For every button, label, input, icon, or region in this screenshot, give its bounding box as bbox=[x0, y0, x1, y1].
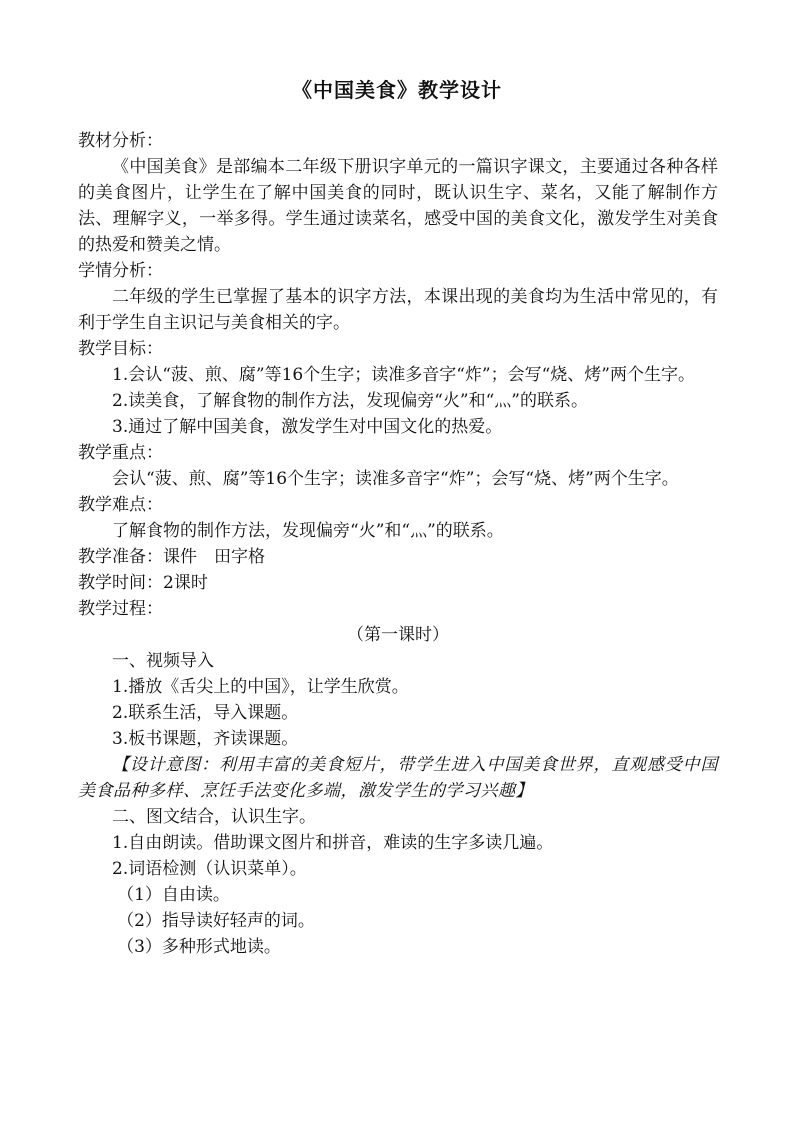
student-paragraph: 二年级的学生已掌握了基本的识字方法，本课出现的美食均为生活中常见的，有利于学生自主识记与美食相关的字。 bbox=[78, 287, 718, 333]
document-title: 《中国美食》教学设计 bbox=[292, 78, 502, 102]
part1-item: 3.板书课题，齐读课题。 bbox=[112, 729, 299, 749]
part1-item: 2.联系生活，导入课题。 bbox=[112, 703, 299, 723]
part1-heading: 一、视频导入 bbox=[112, 651, 214, 671]
goal-item: 2.读美食，了解食物的制作方法，发现偏旁“火”和“灬”的联系。 bbox=[112, 391, 588, 411]
part2-subitem: （3）多种形式地读。 bbox=[117, 937, 281, 957]
process-heading: 教学过程： bbox=[78, 599, 163, 619]
key-heading: 教学重点： bbox=[78, 443, 163, 463]
prep-line: 教学准备：课件 田字格 bbox=[78, 547, 265, 567]
time-line: 教学时间：2课时 bbox=[78, 573, 208, 593]
goals-heading: 教学目标： bbox=[78, 339, 163, 359]
design-note: 【设计意图：利用丰富的美食短片，带学生进入中国美食世界，直观感受中国美食品种多样、烹饪手法变化多端，激发学生的学习兴趣】 bbox=[78, 755, 718, 801]
lesson-label: （第一课时） bbox=[347, 625, 449, 645]
difficulty-heading: 教学难点： bbox=[78, 495, 163, 515]
part2-heading: 二、图文结合，认识生字。 bbox=[112, 807, 316, 827]
goal-item: 1.会认“菠、煎、腐”等16个生字；读准多音字“炸”；会写“烧、烤”两个生字。 bbox=[112, 365, 695, 385]
material-heading: 教材分析： bbox=[78, 131, 163, 151]
key-paragraph: 会认“菠、煎、腐”等16个生字；读准多音字“炸”；会写“烧、烤”两个生字。 bbox=[112, 469, 679, 489]
part2-item: 2.词语检测（认识菜单）。 bbox=[112, 859, 307, 879]
student-heading: 学情分析： bbox=[78, 261, 163, 281]
part1-item: 1.播放《舌尖上的中国》，让学生欣赏。 bbox=[112, 677, 409, 697]
part2-subitem: （2）指导读好轻声的词。 bbox=[117, 911, 315, 931]
material-paragraph: 《中国美食》是部编本二年级下册识字单元的一篇识字课文，主要通过各种各样的美食图片，让学生在了解中国美食的同时，既认识生字、菜名，又能了解制作方法、理解字义，一举多得。学生通过读菜名，感受中国的美食文化，激发学生对美食的热爱和赞美之情。 bbox=[78, 157, 718, 255]
part2-subitem: （1）自由读。 bbox=[117, 885, 230, 905]
goal-item: 3.通过了解中国美食，激发学生对中国文化的热爱。 bbox=[112, 417, 503, 437]
document-body bbox=[78, 128, 718, 960]
part2-item: 1.自由朗读。借助课文图片和拼音，难读的生字多读几遍。 bbox=[112, 833, 554, 853]
difficulty-paragraph: 了解食物的制作方法，发现偏旁“火”和“灬”的联系。 bbox=[112, 521, 504, 541]
